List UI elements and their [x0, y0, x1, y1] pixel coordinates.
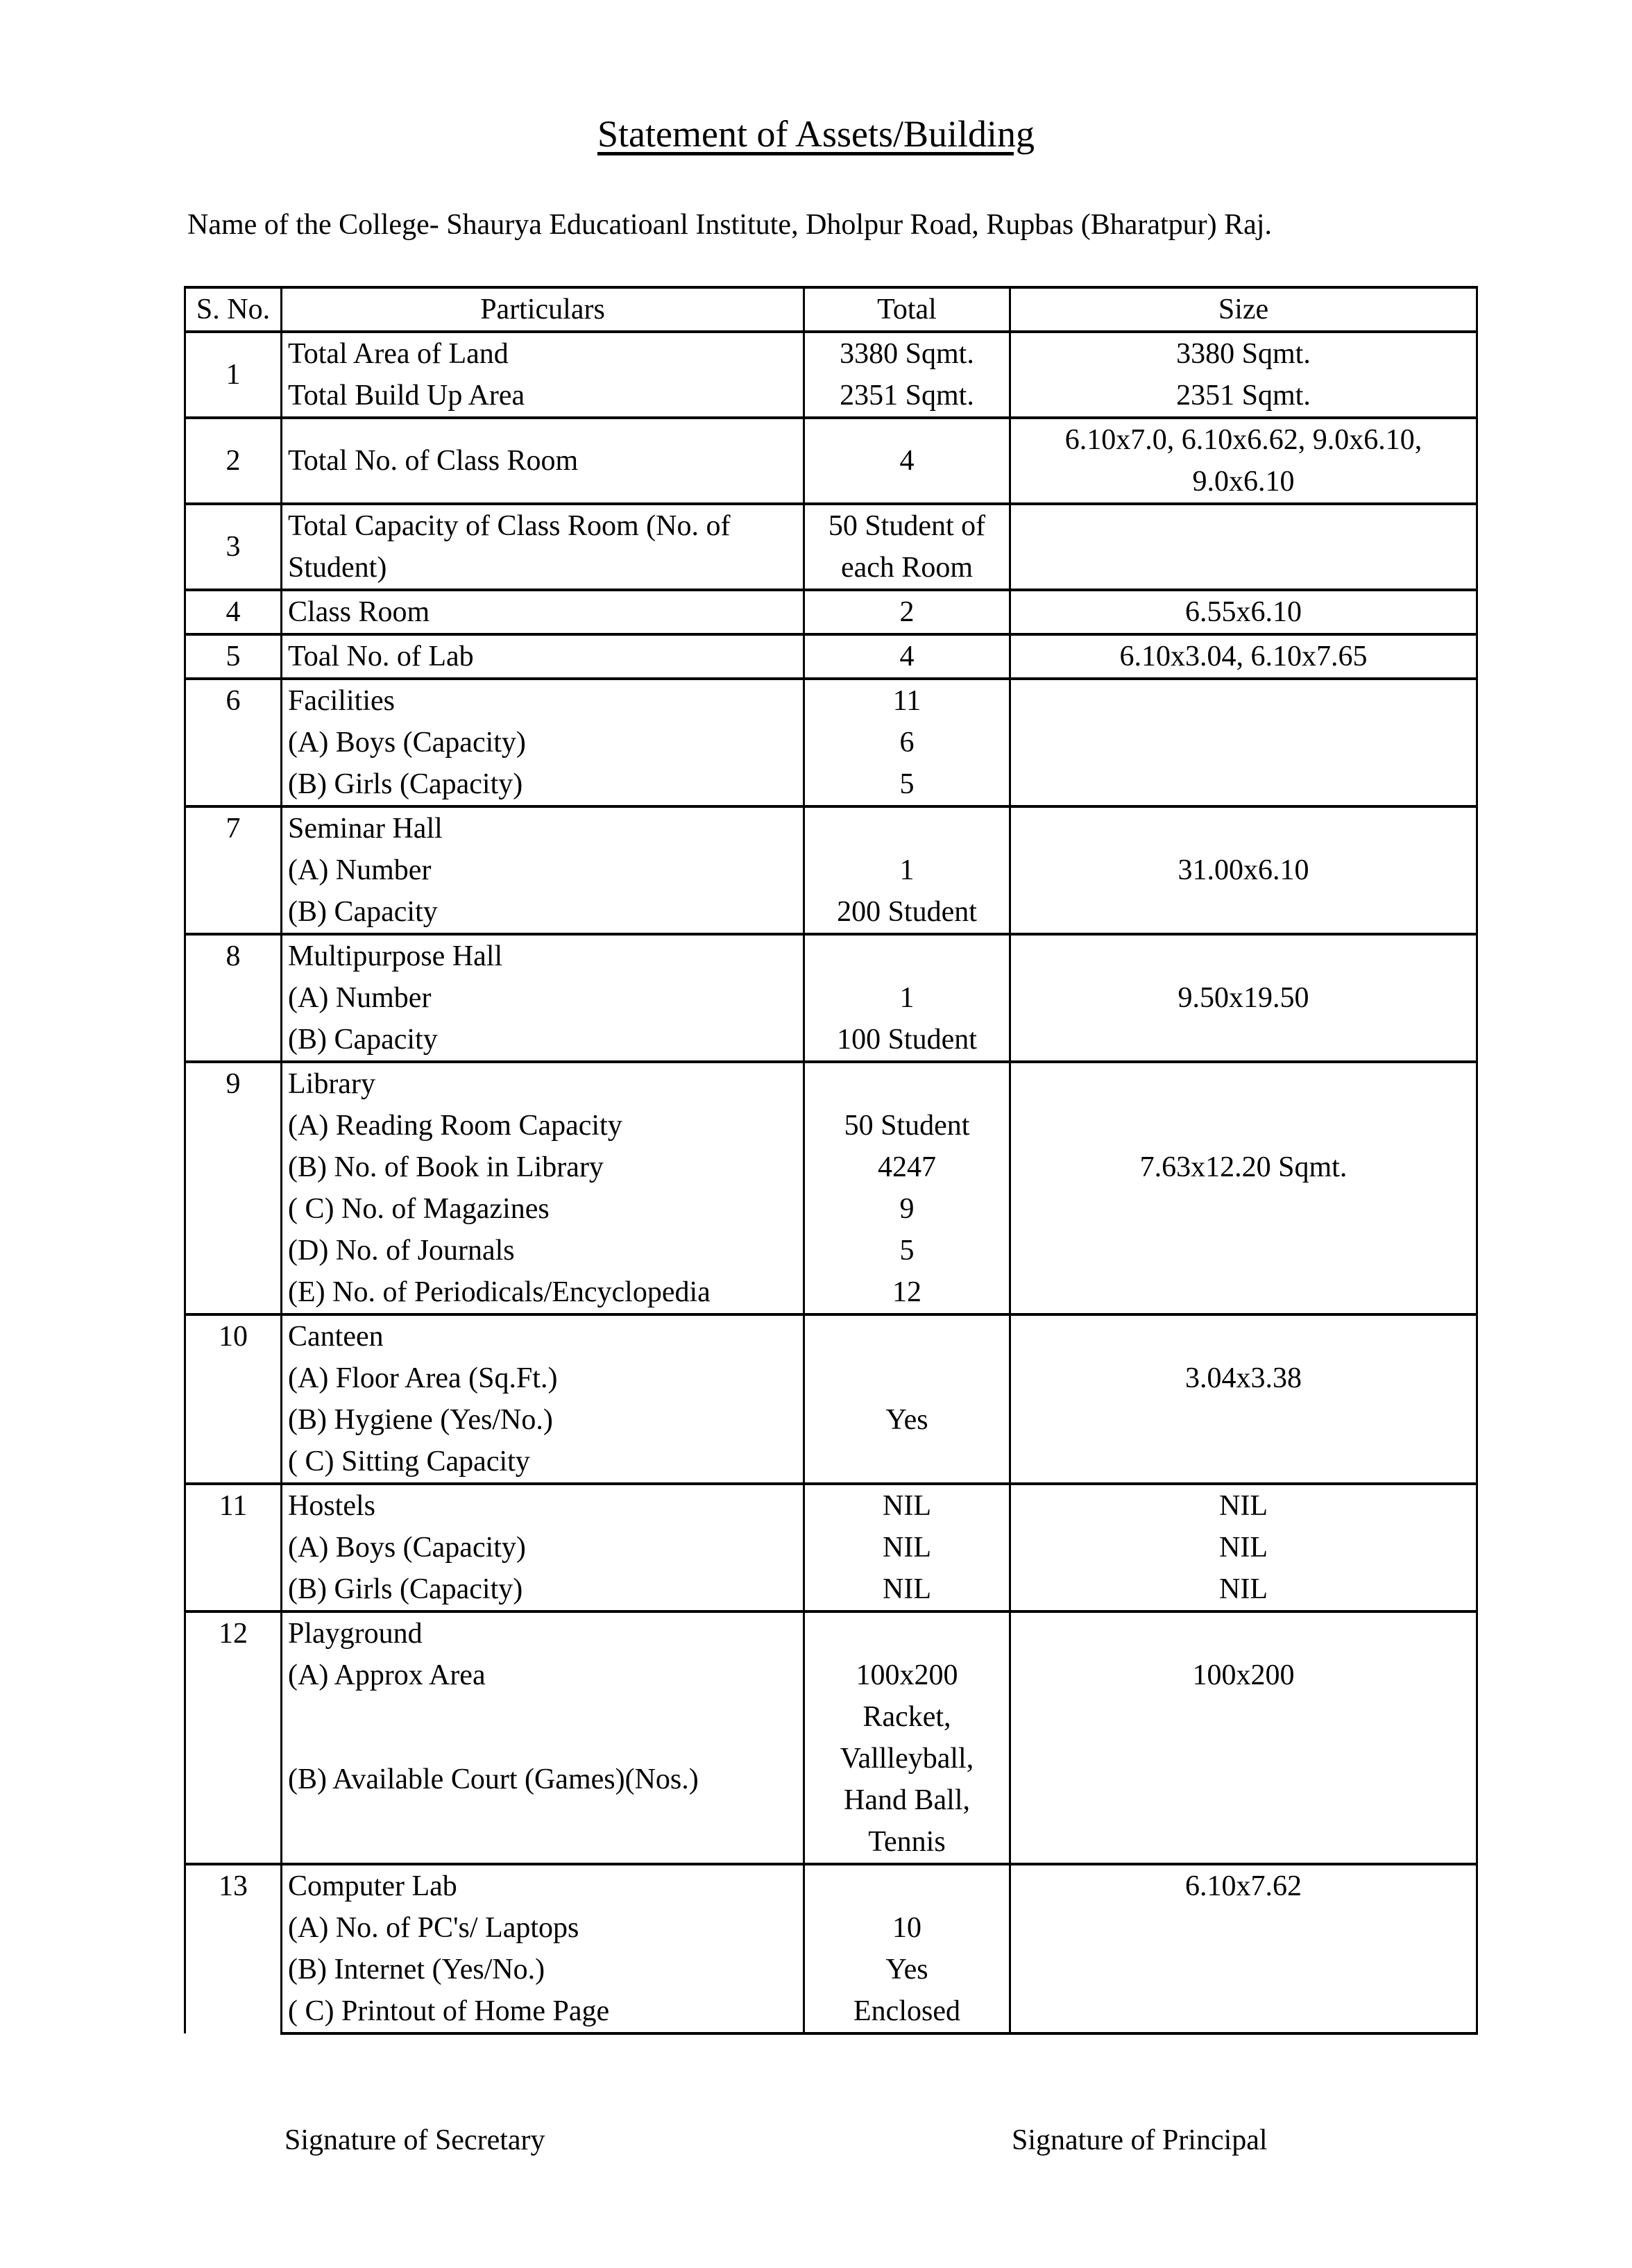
- table-row: [185, 1949, 1477, 1990]
- cell-total: 11: [804, 679, 1010, 722]
- cell-total: 2351 Sqmt.: [804, 375, 1010, 418]
- cell-particulars: (B) Internet (Yes/No.): [282, 1949, 804, 1990]
- cell-total: [804, 806, 1010, 849]
- table-row: [185, 332, 1477, 375]
- cell-sno: 8: [185, 934, 282, 1062]
- cell-total: 1: [804, 977, 1010, 1019]
- cell-total: [804, 1357, 1010, 1399]
- cell-sno: 11: [185, 1484, 282, 1611]
- cell-particulars: (B) Capacity: [282, 1019, 804, 1062]
- table-row: [185, 590, 1477, 634]
- table-row: [185, 375, 1477, 418]
- header-sno: S. No.: [185, 287, 282, 332]
- cell-particulars: Multipurpose Hall: [282, 934, 804, 977]
- cell-size: 31.00x6.10: [1010, 849, 1477, 891]
- cell-total: Yes: [804, 1399, 1010, 1441]
- cell-total: 10: [804, 1907, 1010, 1949]
- table-row: [185, 1188, 1477, 1230]
- table-row: [185, 1062, 1477, 1105]
- cell-particulars: (B) No. of Book in Library: [282, 1146, 804, 1188]
- cell-size: [1010, 1188, 1477, 1230]
- table-row: [185, 1019, 1477, 1062]
- cell-size: 3380 Sqmt.: [1010, 332, 1477, 375]
- table-row: [185, 1314, 1477, 1357]
- cell-size: 6.10x3.04, 6.10x7.65: [1010, 634, 1477, 679]
- cell-sno: 4: [185, 590, 282, 634]
- cell-total: 100 Student: [804, 1019, 1010, 1062]
- cell-size: [1010, 1907, 1477, 1949]
- cell-particulars: (A) Floor Area (Sq.Ft.): [282, 1357, 804, 1399]
- cell-particulars: (A) Boys (Capacity): [282, 1527, 804, 1568]
- cell-particulars: (B) Girls (Capacity): [282, 763, 804, 806]
- cell-total: 200 Student: [804, 891, 1010, 934]
- table-row: [185, 1527, 1477, 1568]
- table-row: [185, 806, 1477, 849]
- cell-size: 9.50x19.50: [1010, 977, 1477, 1019]
- cell-particulars: Toal No. of Lab: [282, 634, 804, 679]
- table-row: [185, 763, 1477, 806]
- cell-total: [804, 934, 1010, 977]
- cell-size: 6.10x7.0, 6.10x6.62, 9.0x6.10, 9.0x6.10: [1010, 418, 1477, 504]
- cell-sno: 10: [185, 1314, 282, 1484]
- cell-size: 7.63x12.20 Sqmt.: [1010, 1146, 1477, 1188]
- cell-total: Racket, Vallleyball, Hand Ball, Tennis: [804, 1696, 1010, 1864]
- cell-particulars: (A) Number: [282, 849, 804, 891]
- cell-total: 50 Student: [804, 1105, 1010, 1146]
- cell-size: [1010, 1399, 1477, 1441]
- table-row: [185, 891, 1477, 934]
- header-total: Total: [804, 287, 1010, 332]
- cell-particulars: Seminar Hall: [282, 806, 804, 849]
- cell-size: [1010, 1949, 1477, 1990]
- cell-size: 6.55x6.10: [1010, 590, 1477, 634]
- cell-total: 12: [804, 1271, 1010, 1314]
- cell-total: [804, 1314, 1010, 1357]
- cell-sno: 3: [185, 504, 282, 590]
- cell-size: 100x200: [1010, 1655, 1477, 1696]
- cell-total: NIL: [804, 1484, 1010, 1527]
- cell-size: NIL: [1010, 1568, 1477, 1611]
- cell-particulars: (B) Available Court (Games)(Nos.): [282, 1696, 804, 1864]
- table-row: [185, 977, 1477, 1019]
- cell-total: [804, 1611, 1010, 1655]
- cell-size: 2351 Sqmt.: [1010, 375, 1477, 418]
- cell-particulars: Total Capacity of Class Room (No. of Student): [282, 504, 804, 590]
- cell-particulars: ( C) Printout of Home Page: [282, 1990, 804, 2033]
- cell-total: 5: [804, 763, 1010, 806]
- cell-particulars: Class Room: [282, 590, 804, 634]
- cell-total: NIL: [804, 1527, 1010, 1568]
- cell-total: NIL: [804, 1568, 1010, 1611]
- table-row: [185, 1907, 1477, 1949]
- cell-particulars: Playground: [282, 1611, 804, 1655]
- cell-total: 9: [804, 1188, 1010, 1230]
- cell-particulars: Library: [282, 1062, 804, 1105]
- table-row: [185, 1990, 1477, 2033]
- table-row: [185, 1230, 1477, 1271]
- cell-particulars: (A) Boys (Capacity): [282, 722, 804, 763]
- cell-total: 50 Student of each Room: [804, 504, 1010, 590]
- cell-particulars: (A) Number: [282, 977, 804, 1019]
- table-row: [185, 934, 1477, 977]
- table-row: [185, 1357, 1477, 1399]
- cell-sno: 7: [185, 806, 282, 934]
- table-row: [185, 634, 1477, 679]
- header-size: Size: [1010, 287, 1477, 332]
- cell-size: 6.10x7.62: [1010, 1864, 1477, 1907]
- signature-principal: Signature of Principal: [1012, 2124, 1268, 2156]
- cell-size: [1010, 1271, 1477, 1314]
- cell-size: [1010, 1105, 1477, 1146]
- cell-particulars: (A) Approx Area: [282, 1655, 804, 1696]
- cell-size: [1010, 934, 1477, 977]
- table-row: [185, 1864, 1477, 1907]
- cell-sno: 5: [185, 634, 282, 679]
- cell-particulars: (A) Reading Room Capacity: [282, 1105, 804, 1146]
- cell-total: 3380 Sqmt.: [804, 332, 1010, 375]
- cell-size: NIL: [1010, 1484, 1477, 1527]
- cell-particulars: (D) No. of Journals: [282, 1230, 804, 1271]
- table-row: [185, 1105, 1477, 1146]
- assets-table: [184, 286, 1478, 2035]
- cell-sno: 6: [185, 679, 282, 806]
- cell-total: [804, 1441, 1010, 1484]
- cell-total: [804, 1864, 1010, 1907]
- cell-particulars: (B) Hygiene (Yes/No.): [282, 1399, 804, 1441]
- cell-size: [1010, 1230, 1477, 1271]
- cell-size: [1010, 1062, 1477, 1105]
- table-row: [185, 1568, 1477, 1611]
- cell-sno: 13: [185, 1864, 282, 2033]
- cell-sno: 1: [185, 332, 282, 418]
- cell-size: [1010, 763, 1477, 806]
- table-row: [185, 504, 1477, 590]
- cell-size: [1010, 1441, 1477, 1484]
- cell-sno: 2: [185, 418, 282, 504]
- cell-particulars: ( C) No. of Magazines: [282, 1188, 804, 1230]
- cell-total: 4: [804, 418, 1010, 504]
- cell-size: [1010, 722, 1477, 763]
- cell-size: [1010, 679, 1477, 722]
- table-row: [185, 1146, 1477, 1188]
- cell-particulars: Total Build Up Area: [282, 375, 804, 418]
- document-title: Statement of Assets/Building: [597, 113, 1035, 155]
- cell-total: Yes: [804, 1949, 1010, 1990]
- cell-size: [1010, 504, 1477, 590]
- cell-particulars: (E) No. of Periodicals/Encyclopedia: [282, 1271, 804, 1314]
- cell-particulars: Facilities: [282, 679, 804, 722]
- cell-size: [1010, 806, 1477, 849]
- table-row: [185, 1611, 1477, 1655]
- cell-size: NIL: [1010, 1527, 1477, 1568]
- cell-total: Enclosed: [804, 1990, 1010, 2033]
- table-row: [185, 1696, 1477, 1864]
- cell-size: [1010, 1696, 1477, 1864]
- cell-particulars: Computer Lab: [282, 1864, 804, 1907]
- table-row: [185, 679, 1477, 722]
- cell-size: [1010, 1314, 1477, 1357]
- assets-table-body: [185, 287, 1477, 2033]
- cell-total: 1: [804, 849, 1010, 891]
- table-row: [185, 1441, 1477, 1484]
- cell-total: 4: [804, 634, 1010, 679]
- cell-particulars: Total Area of Land: [282, 332, 804, 375]
- cell-particulars: Hostels: [282, 1484, 804, 1527]
- cell-total: [804, 1062, 1010, 1105]
- cell-size: [1010, 1990, 1477, 2033]
- cell-size: 3.04x3.38: [1010, 1357, 1477, 1399]
- cell-total: 5: [804, 1230, 1010, 1271]
- table-row: [185, 1399, 1477, 1441]
- cell-particulars: ( C) Sitting Capacity: [282, 1441, 804, 1484]
- table-row: [185, 1655, 1477, 1696]
- college-name: Name of the College- Shaurya Educatioanl Institute, Dholpur Road, Rupbas (Bharatpur) Raj.: [187, 209, 1272, 241]
- cell-total: 6: [804, 722, 1010, 763]
- table-header-row: [185, 287, 1477, 332]
- cell-total: 4247: [804, 1146, 1010, 1188]
- cell-size: [1010, 1019, 1477, 1062]
- cell-particulars: (B) Girls (Capacity): [282, 1568, 804, 1611]
- cell-sno: 9: [185, 1062, 282, 1314]
- cell-size: [1010, 1611, 1477, 1655]
- cell-total: 2: [804, 590, 1010, 634]
- signature-secretary: Signature of Secretary: [284, 2124, 545, 2156]
- header-particulars: Particulars: [282, 287, 804, 332]
- cell-particulars: (B) Capacity: [282, 891, 804, 934]
- table-row: [185, 418, 1477, 504]
- table-row: [185, 1271, 1477, 1314]
- cell-size: [1010, 891, 1477, 934]
- cell-sno: 12: [185, 1611, 282, 1864]
- cell-particulars: Canteen: [282, 1314, 804, 1357]
- cell-total: 100x200: [804, 1655, 1010, 1696]
- cell-particulars: Total No. of Class Room: [282, 418, 804, 504]
- cell-particulars: (A) No. of PC's/ Laptops: [282, 1907, 804, 1949]
- table-row: [185, 722, 1477, 763]
- table-row: [185, 849, 1477, 891]
- table-row: [185, 1484, 1477, 1527]
